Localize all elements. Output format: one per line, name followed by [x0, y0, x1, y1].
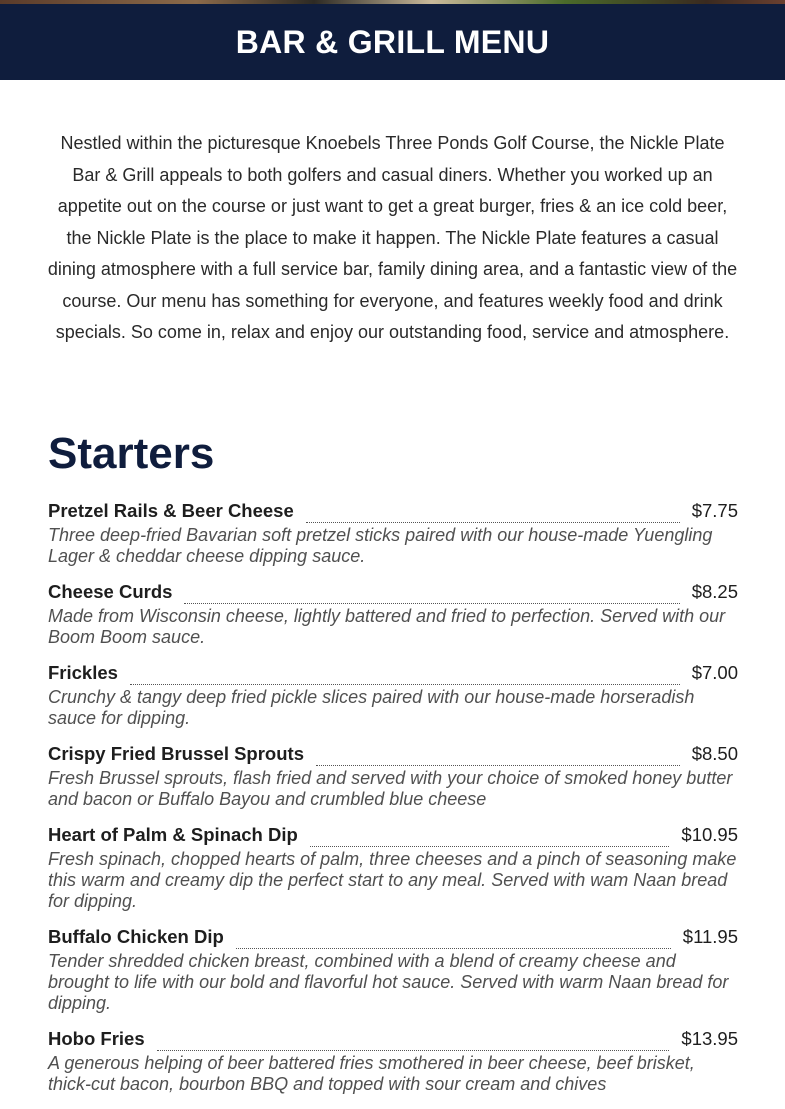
- menu-item-row: [48, 500, 738, 524]
- menu-item-price: $8.50: [691, 743, 738, 764]
- menu-item-name: Cheese Curds: [48, 581, 173, 602]
- menu-item-price: $13.95: [681, 1028, 738, 1049]
- menu-item-name: Pretzel Rails & Beer Cheese: [48, 500, 294, 521]
- dotted-leader: [310, 846, 670, 847]
- menu-item-price: $7.75: [691, 500, 738, 521]
- menu-item-description: Crunchy & tangy deep fried pickle slices paired with our house-made horseradish sauce for dipping.: [48, 687, 695, 728]
- menu-item-price: $11.95: [682, 926, 738, 947]
- menu-item-price: $8.25: [691, 581, 738, 602]
- menu-item: [48, 581, 738, 648]
- menu-item-name: Heart of Palm & Spinach Dip: [48, 824, 298, 845]
- menu-item-row: [48, 1028, 738, 1052]
- menu-item-price: $10.95: [681, 824, 738, 845]
- menu-item-name: Buffalo Chicken Dip: [48, 926, 224, 947]
- menu-item: [48, 743, 738, 810]
- menu-item-list: [48, 500, 738, 1109]
- section-title-starters: Starters: [48, 429, 215, 478]
- menu-item-row: [48, 926, 738, 950]
- menu-item-description: Tender shredded chicken breast, combined with a blend of creamy cheese and brought to life with our bold and flavorful hot sauce. Served with warm Naan bread for dipping.: [48, 951, 729, 1013]
- menu-item-description: A generous helping of beer battered fries smothered in beer cheese, beef brisket, thick-cut bacon, bourbon BBQ and topped with sour cream and chives: [48, 1053, 695, 1094]
- dotted-leader: [130, 684, 680, 685]
- header-bar: [0, 4, 785, 80]
- menu-item-description: Three deep-fried Bavarian soft pretzel sticks paired with our house-made Yuengling Lager & cheddar cheese dipping sauce.: [48, 525, 713, 566]
- menu-item-description: Fresh Brussel sprouts, flash fried and served with your choice of smoked honey butter and bacon or Buffalo Bayou and crumbled blue cheese: [48, 768, 733, 809]
- menu-item-description: Made from Wisconsin cheese, lightly battered and fried to perfection. Served with our Boom Boom sauce.: [48, 606, 726, 647]
- menu-item-name: Hobo Fries: [48, 1028, 145, 1049]
- menu-item-name: Frickles: [48, 662, 118, 683]
- dotted-leader: [184, 603, 679, 604]
- menu-item: [48, 662, 738, 729]
- menu-item: [48, 824, 738, 912]
- menu-item-row: [48, 581, 738, 605]
- menu-item-row: [48, 824, 738, 848]
- menu-item-price: $7.00: [691, 662, 738, 683]
- menu-item: [48, 500, 738, 567]
- dotted-leader: [157, 1050, 670, 1051]
- menu-item-row: [48, 662, 738, 686]
- page-title: BAR & GRILL MENU: [235, 23, 550, 60]
- menu-item-description: Fresh spinach, chopped hearts of palm, three cheeses and a pinch of seasoning make this warm and creamy dip the perfect start to any meal. Served with wam Naan bread for dipping.: [48, 849, 737, 911]
- menu-item: [48, 1028, 738, 1095]
- dotted-leader: [236, 948, 671, 949]
- menu-item-name: Crispy Fried Brussel Sprouts: [48, 743, 304, 764]
- menu-item-row: [48, 743, 738, 767]
- dotted-leader: [306, 522, 680, 523]
- dotted-leader: [316, 765, 680, 766]
- intro-paragraph: Nestled within the picturesque Knoebels Three Ponds Golf Course, the Nickle Plate Bar & Grill appeals to both golfers and casual diners. Whether you worked up an appetite out on the course or just want to get a great burger, fries & an ice cold beer, the Nickle Plate is the place to make it happen. The Nickle Plate features a casual dining atmosphere with a full service bar, family dining area, and a fantastic view of the course. Our menu has something for everyone, and features weekly food and drink specials. So come in, relax and enjoy our outstanding food, service and atmosphere.: [47, 133, 738, 342]
- menu-item: [48, 926, 738, 1014]
